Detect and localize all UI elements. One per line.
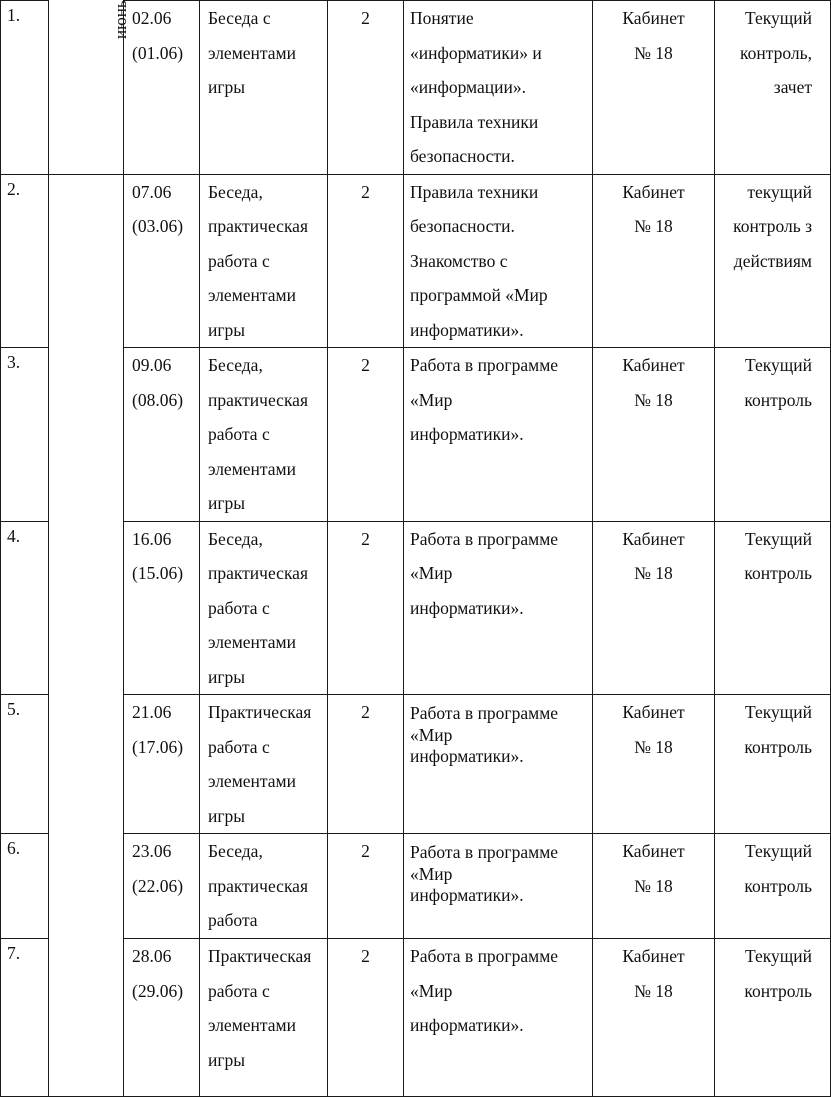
control-cell [715, 348, 831, 522]
hours-cell [328, 834, 404, 939]
topic-cell-line: Правила техники [410, 181, 539, 202]
month-cell [49, 521, 124, 695]
control-cell [715, 834, 831, 939]
month-cell [49, 939, 124, 1097]
date-cell [124, 174, 200, 348]
topic-cell-line: «информации». [410, 77, 526, 97]
activity-form-line: игры [208, 493, 246, 513]
activity-form-line: игры [208, 666, 246, 687]
topic-cell-line: информатики». [410, 319, 524, 340]
location-cell [593, 521, 715, 695]
date-cell-line: (17.06) [132, 736, 184, 757]
hours-cell-line: 2 [361, 8, 370, 28]
activity-form-line: Практическая [208, 946, 312, 966]
hours-cell-line: 2 [361, 528, 370, 549]
date-cell-line: 02.06 [132, 8, 172, 28]
activity-form [200, 695, 328, 834]
hours-cell-line: 2 [361, 841, 370, 861]
activity-form-line: работа с [208, 980, 270, 1001]
topic-cell-line: Правила техники [410, 111, 539, 132]
topic-cell [404, 348, 593, 522]
hours-cell-line: 2 [361, 181, 370, 202]
activity-form-line: элементами [208, 632, 296, 652]
location-cell [593, 695, 715, 834]
control-cell-line: зачет [773, 77, 812, 97]
location-cell-line: Кабинет [622, 702, 685, 722]
date-cell [124, 521, 200, 695]
topic-cell-line: Работа в программе [410, 703, 559, 723]
activity-form-line: Беседа, [208, 841, 263, 861]
topic-cell-line: «Мир [410, 980, 453, 1001]
control-cell-line: текущий [747, 181, 812, 202]
location-cell-line: № 18 [634, 563, 673, 583]
row-number [1, 348, 49, 522]
control-cell-line: Текущий [744, 528, 812, 549]
location-cell-line: Кабинет [622, 355, 685, 375]
row-number-line: 1. [7, 5, 21, 25]
table-row [1, 521, 831, 695]
row-number-line: 3. [7, 352, 21, 372]
date-cell [124, 939, 200, 1097]
row-number [1, 695, 49, 834]
topic-cell [404, 695, 593, 834]
table-row [1, 174, 831, 348]
date-cell [124, 695, 200, 834]
activity-form-line: работа с [208, 736, 270, 757]
topic-cell-line: программой «Мир [410, 285, 548, 305]
hours-cell-line: 2 [361, 946, 370, 966]
location-cell-line: № 18 [634, 736, 673, 757]
location-cell-line: № 18 [634, 875, 673, 896]
topic-cell-line: информатики». [410, 746, 524, 766]
activity-form-line: элементами [208, 771, 296, 791]
control-cell-line: Текущий [744, 841, 812, 861]
topic-cell-line: безопасности. [410, 216, 515, 236]
row-number [1, 174, 49, 348]
control-cell-line: Текущий [744, 702, 812, 722]
topic-cell-line: Работа в программе [410, 842, 559, 862]
control-cell [715, 695, 831, 834]
location-cell-line: № 18 [634, 980, 673, 1001]
location-cell-line: Кабинет [622, 946, 685, 966]
date-cell-line: (29.06) [132, 980, 184, 1001]
location-cell [593, 1, 715, 175]
topic-cell-line: безопасности. [410, 146, 515, 166]
location-cell [593, 174, 715, 348]
topic-cell [404, 1, 593, 175]
activity-form [200, 521, 328, 695]
date-cell-line: (08.06) [132, 389, 184, 410]
date-cell-line: (22.06) [132, 875, 184, 896]
topic-cell-line: информатики». [410, 597, 524, 618]
month-cell [49, 174, 124, 348]
month-label: июнь [111, 0, 130, 39]
table-row [1, 939, 831, 1097]
activity-form [200, 1, 328, 175]
hours-cell [328, 174, 404, 348]
activity-form-line: практическая [208, 216, 308, 236]
control-cell-line: контроль [744, 736, 812, 757]
control-cell [715, 521, 831, 695]
location-cell-line: Кабинет [622, 528, 685, 549]
schedule-body [1, 1, 831, 1097]
control-cell-line: Текущий [744, 8, 812, 28]
topic-cell-line: Работа в программе [410, 355, 559, 375]
date-cell-line: 07.06 [132, 181, 172, 202]
row-number [1, 1, 49, 175]
activity-form-line: работа с [208, 597, 270, 618]
hours-cell-line: 2 [361, 702, 370, 722]
topic-cell-line: «Мир [410, 389, 453, 410]
row-number [1, 939, 49, 1097]
date-cell [124, 834, 200, 939]
row-number [1, 521, 49, 695]
activity-form-line: Беседа с [208, 8, 271, 28]
control-cell [715, 1, 831, 175]
topic-cell-line: «Мир [410, 725, 453, 745]
month-cell [49, 695, 124, 834]
date-cell [124, 1, 200, 175]
row-number [1, 834, 49, 939]
hours-cell [328, 348, 404, 522]
location-cell-line: Кабинет [622, 8, 685, 28]
control-cell-line: Текущий [744, 946, 812, 966]
control-cell-line: контроль [744, 563, 812, 583]
date-cell-line: 09.06 [132, 355, 172, 375]
location-cell [593, 939, 715, 1097]
activity-form-line: Беседа, [208, 528, 263, 549]
activity-form-line: игры [208, 319, 246, 340]
location-cell-line: Кабинет [622, 841, 685, 861]
control-cell [715, 939, 831, 1097]
topic-cell [404, 939, 593, 1097]
activity-form-line: элементами [208, 458, 296, 479]
activity-form-line: практическая [208, 875, 308, 896]
row-number-line: 6. [7, 838, 21, 858]
activity-form-line: работа [208, 910, 258, 930]
control-cell-line: действиям [733, 250, 812, 271]
table-row [1, 834, 831, 939]
location-cell-line: № 18 [634, 216, 673, 236]
date-cell-line: (03.06) [132, 216, 184, 236]
activity-form-line: игры [208, 805, 246, 826]
table-row [1, 348, 831, 522]
activity-form [200, 834, 328, 939]
location-cell [593, 348, 715, 522]
activity-form-line: Практическая [208, 702, 312, 722]
control-cell [715, 174, 831, 348]
topic-cell-line: «информатики» и [410, 42, 542, 63]
activity-form-line: элементами [208, 1015, 296, 1035]
date-cell [124, 348, 200, 522]
date-cell-line: 28.06 [132, 946, 172, 966]
location-cell-line: Кабинет [622, 181, 685, 202]
activity-form [200, 939, 328, 1097]
activity-form-line: работа с [208, 250, 270, 271]
activity-form-line: игры [208, 1049, 246, 1070]
topic-cell-line: «Мир [410, 563, 453, 583]
topic-cell [404, 174, 593, 348]
date-cell-line: 16.06 [132, 528, 172, 549]
control-cell-line: Текущий [744, 355, 812, 375]
topic-cell-line: Работа в программе [410, 528, 559, 549]
hours-cell [328, 521, 404, 695]
date-cell-line: (01.06) [132, 42, 184, 63]
topic-cell-line: Работа в программе [410, 946, 559, 966]
topic-cell-line: Знакомство с [410, 250, 508, 271]
location-cell-line: № 18 [634, 42, 673, 63]
activity-form-line: практическая [208, 563, 308, 583]
date-cell-line: (15.06) [132, 563, 184, 583]
topic-cell-line: информатики». [410, 885, 524, 905]
month-cell [49, 834, 124, 939]
control-cell-line: контроль [744, 875, 812, 896]
date-cell-line: 23.06 [132, 841, 172, 861]
hours-cell-line: 2 [361, 355, 370, 375]
control-cell-line: контроль з [733, 216, 812, 236]
month-cell [49, 0, 130, 175]
control-cell-line: контроль [744, 389, 812, 410]
date-cell-line: 21.06 [132, 702, 172, 722]
activity-form [200, 348, 328, 522]
activity-form-line: элементами [208, 285, 296, 305]
activity-form-line: Беседа, [208, 355, 263, 375]
topic-cell-line: информатики». [410, 424, 524, 444]
hours-cell [328, 939, 404, 1097]
control-cell-line: контроль, [740, 42, 812, 63]
activity-form-line: игры [208, 77, 246, 97]
control-cell-line: контроль [744, 980, 812, 1001]
topic-cell [404, 834, 593, 939]
topic-cell-line: информатики». [410, 1015, 524, 1035]
location-cell-line: № 18 [634, 389, 673, 410]
row-number-line: 2. [7, 178, 21, 199]
topic-cell-line: «Мир [410, 864, 453, 884]
topic-cell-line: Понятие [410, 8, 474, 28]
row-number-line: 7. [7, 943, 21, 963]
month-cell [49, 348, 124, 522]
hours-cell [328, 1, 404, 175]
hours-cell [328, 695, 404, 834]
activity-form-line: практическая [208, 389, 308, 410]
location-cell [593, 834, 715, 939]
topic-cell [404, 521, 593, 695]
row-number-line: 5. [7, 699, 21, 719]
activity-form [200, 174, 328, 348]
table-row [1, 1, 831, 175]
table-row [1, 695, 831, 834]
activity-form-line: элементами [208, 42, 296, 63]
activity-form-line: работа с [208, 424, 270, 444]
row-number-line: 4. [7, 525, 21, 546]
activity-form-line: Беседа, [208, 181, 263, 202]
